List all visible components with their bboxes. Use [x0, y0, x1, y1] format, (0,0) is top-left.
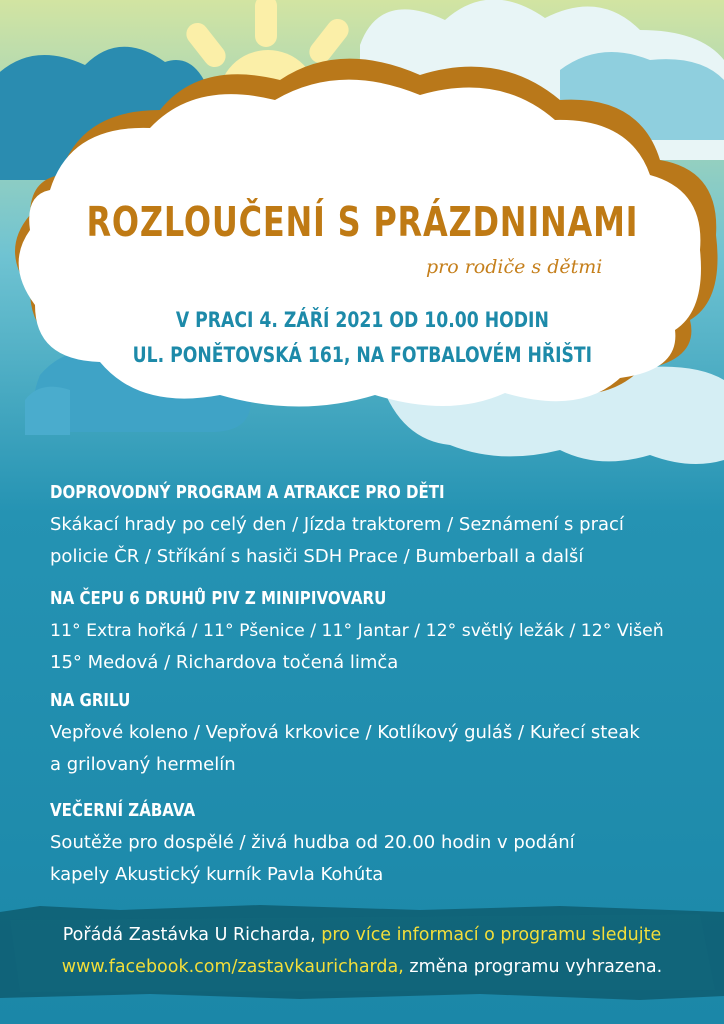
- section-line: Vepřové koleno / Vepřová krkovice / Kotlíkový guláš / Kuřecí steak: [50, 722, 640, 743]
- footer-note: změna programu vyhrazena.: [409, 957, 663, 977]
- section-title: NA ČEPU 6 DRUHŮ PIV Z MINIPIVOVARU: [50, 589, 387, 609]
- section-line: 15° Medová / Richardova točená limča: [50, 652, 399, 673]
- section-program: [50, 483, 690, 573]
- section-title: NA GRILU: [50, 691, 131, 711]
- section-line: Skákací hrady po celý den / Jízda traktorem / Seznámení s prací: [50, 514, 624, 535]
- facebook-link[interactable]: www.facebook.com/zastavkauricharda,: [61, 957, 404, 977]
- footer-organizer: Pořádá Zastávka U Richarda,: [62, 925, 316, 945]
- footer-more-info: pro více informací o programu sledujte: [321, 925, 662, 945]
- section-line: a grilovaný hermelín: [50, 754, 236, 775]
- footer-line-2: [0, 957, 724, 977]
- event-subtitle: pro rodiče s dětmi: [426, 256, 603, 278]
- section-grill: [50, 691, 690, 781]
- section-evening: [50, 801, 690, 891]
- section-line: policie ČR / Stříkání s hasiči SDH Prace / Bumberball a další: [50, 546, 584, 567]
- footer-line-1: [0, 925, 724, 945]
- event-place: UL. PONĚTOVSKÁ 161, NA FOTBALOVÉM HŘIŠTI: [132, 343, 593, 367]
- section-title: DOPROVODNÝ PROGRAM A ATRAKCE PRO DĚTI: [50, 483, 445, 503]
- section-beer: [50, 589, 690, 679]
- section-title: VEČERNÍ ZÁBAVA: [50, 801, 196, 821]
- section-line: kapely Akustický kurník Pavla Kohúta: [50, 864, 384, 885]
- event-title: ROZLOUČENÍ S PRÁZDNINAMI: [86, 198, 639, 246]
- event-date: V PRACI 4. ZÁŘÍ 2021 OD 10.00 HODIN: [175, 308, 549, 332]
- section-line: 11° Extra hořká / 11° Pšenice / 11° Jantar / 12° světlý ležák / 12° Višeň: [50, 621, 664, 641]
- section-line: Soutěže pro dospělé / živá hudba od 20.00 hodin v podání: [50, 832, 575, 853]
